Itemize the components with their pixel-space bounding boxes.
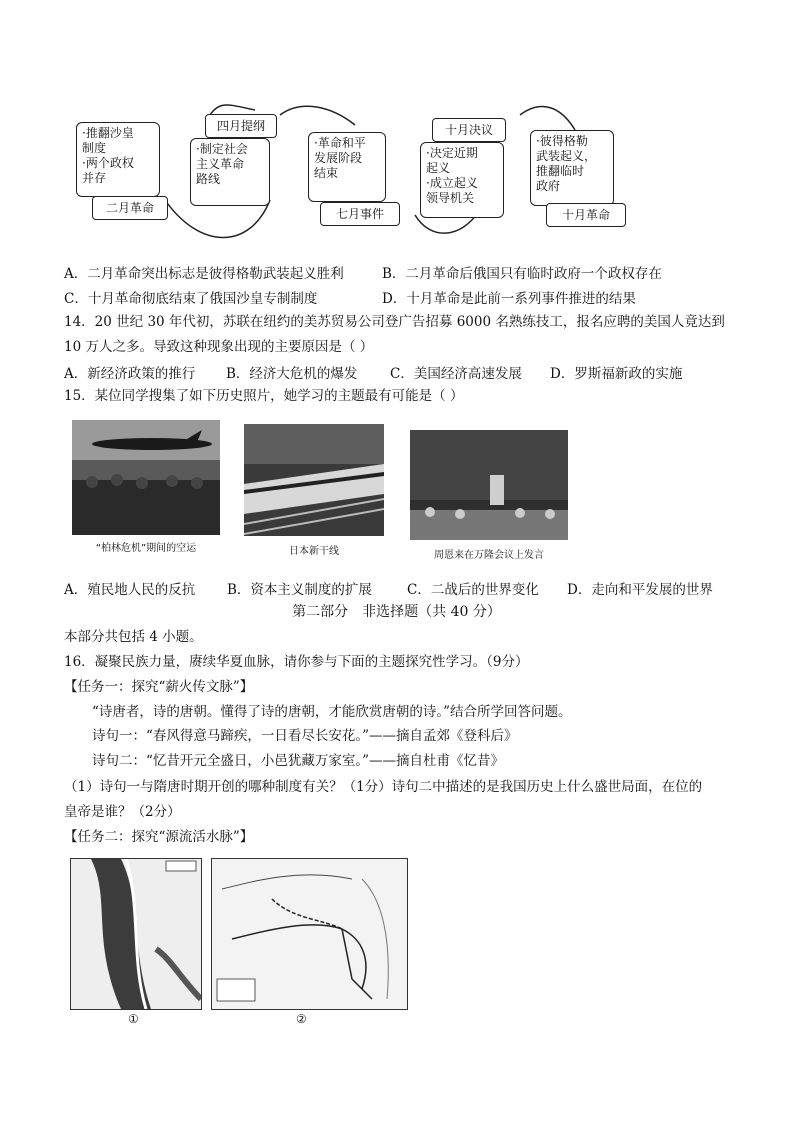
part-two-intro: 本部分共包括 4 小题。 — [64, 629, 203, 645]
q13-option-b: B．二月革命后俄国只有临时政府一个政权存在 — [382, 266, 662, 282]
q16-task1: 【任务一：探究“薪火传文脉”】 — [64, 679, 254, 695]
flow-box-october-resolution — [420, 142, 504, 218]
flow-text: 推翻临时 — [536, 164, 585, 178]
photo-berlin-airlift — [72, 420, 220, 535]
q13-option-c: C．十月革命彻底结束了俄国沙皇专制制度 — [64, 291, 318, 307]
photo-shinkansen — [244, 424, 384, 536]
map-1-label: ① — [128, 1012, 139, 1026]
revolution-flow-diagram — [70, 100, 630, 245]
flow-text: ·制定社会 — [196, 142, 248, 156]
flow-text: 制度 — [82, 141, 107, 155]
caption-bandung-conference: 周恩来在万隆会议上发言 — [434, 550, 544, 561]
flow-text: 起义 — [426, 161, 451, 175]
bandung-image — [410, 430, 568, 540]
q16-task2: 【任务二：探究“源流活水脉”】 — [64, 829, 254, 845]
flow-box-october — [530, 130, 614, 206]
flow-text: 领导机关 — [426, 191, 475, 205]
flow-text: 发展阶段 — [314, 151, 363, 165]
q15-option-d: D．走向和平发展的世界 — [567, 582, 713, 598]
flow-text: ·成立起义 — [426, 176, 478, 190]
q15-option-c: C．二战后的世界变化 — [407, 582, 539, 598]
part-two-title: 第二部分 非选择题（共 40 分） — [292, 604, 501, 620]
q15-stem: 15．某位同学搜集了如下历史照片，她学习的主题最有可能是（ ） — [64, 388, 464, 404]
q14-option-c: C．美国经济高速发展 — [390, 366, 522, 382]
q14-option-a: A．新经济政策的推行 — [64, 366, 196, 382]
flow-text: 政府 — [536, 179, 561, 193]
flow-tag-october-resolution: 十月决议 — [432, 118, 506, 142]
map-2 — [211, 858, 408, 1010]
q14-stem-line1: 14．20 世纪 30 年代初，苏联在纽约的美苏贸易公司登广告招募 6000 名熟练技工，报名应聘的美国人竟达到 — [64, 314, 725, 330]
flow-tag-april-theses: 四月提纲 — [205, 114, 277, 138]
flow-text: ·决定近期 — [426, 146, 478, 160]
shinkansen-image — [244, 424, 384, 536]
q15-option-a: A．殖民地人民的反抗 — [64, 582, 196, 598]
flow-text: ·推翻沙皇 — [82, 126, 134, 140]
airlift-image — [72, 420, 220, 535]
flow-tag-october-revolution: 十月革命 — [546, 203, 626, 227]
q16-quote: “诗唐者，诗的唐朝。懂得了诗的唐朝，才能欣赏唐朝的诗。”结合所学回答问题。 — [92, 704, 572, 720]
q15-option-b: B．资本主义制度的扩展 — [227, 582, 372, 598]
q16-sub1-line1: （1）诗句一与隋唐时期开创的哪种制度有关？（1分）诗句二中描述的是我国历史上什么盛世局面，在位的 — [64, 779, 703, 795]
map-2-image — [212, 859, 407, 1009]
q13-option-d: D．十月革命是此前一系列事件推进的结果 — [382, 291, 636, 307]
flow-text: 武装起义， — [536, 149, 597, 163]
map-1 — [70, 858, 202, 1010]
caption-berlin-airlift: “柏林危机”期间的空运 — [95, 543, 197, 554]
flow-tag-july-days: 七月事件 — [320, 202, 400, 226]
flow-text: 结束 — [314, 166, 339, 180]
q16-poem2: 诗句二：“忆昔开元全盛日，小邑犹藏万家室。”——摘自杜甫《忆昔》 — [92, 753, 505, 769]
flow-box-feb — [76, 122, 160, 197]
flow-text: ·革命和平 — [314, 136, 366, 150]
map-2-label: ② — [296, 1012, 307, 1026]
q13-option-a: A．二月革命突出标志是彼得格勒武装起义胜利 — [64, 266, 344, 282]
flow-box-april — [190, 138, 270, 206]
flow-text: 路线 — [196, 172, 221, 186]
flow-text: ·彼得格勒 — [536, 134, 588, 148]
q16-stem: 16．凝聚民族力量，赓续华夏血脉，请你参与下面的主题探究性学习。（9分） — [64, 654, 529, 670]
photo-bandung-conference — [410, 430, 568, 540]
flow-text: 并存 — [82, 171, 107, 185]
q16-poem1: 诗句一：“春风得意马蹄疾，一日看尽长安花。”——摘自孟郊《登科后》 — [92, 728, 518, 744]
flow-tag-feb-revolution: 二月革命 — [92, 196, 168, 220]
flow-box-july — [308, 132, 386, 202]
q14-option-b: B．经济大危机的爆发 — [226, 366, 358, 382]
q14-option-d: D．罗斯福新政的实施 — [550, 366, 683, 382]
q16-sub1-line2: 皇帝是谁？（2分） — [64, 804, 181, 820]
map-1-image — [71, 859, 201, 1009]
caption-shinkansen: 日本新干线 — [289, 546, 339, 557]
flow-text: ·两个政权 — [82, 156, 134, 170]
q14-stem-line2: 10 万人之多。导致这种现象出现的主要原因是（ ） — [64, 339, 374, 355]
flow-text: 主义革命 — [196, 157, 245, 171]
